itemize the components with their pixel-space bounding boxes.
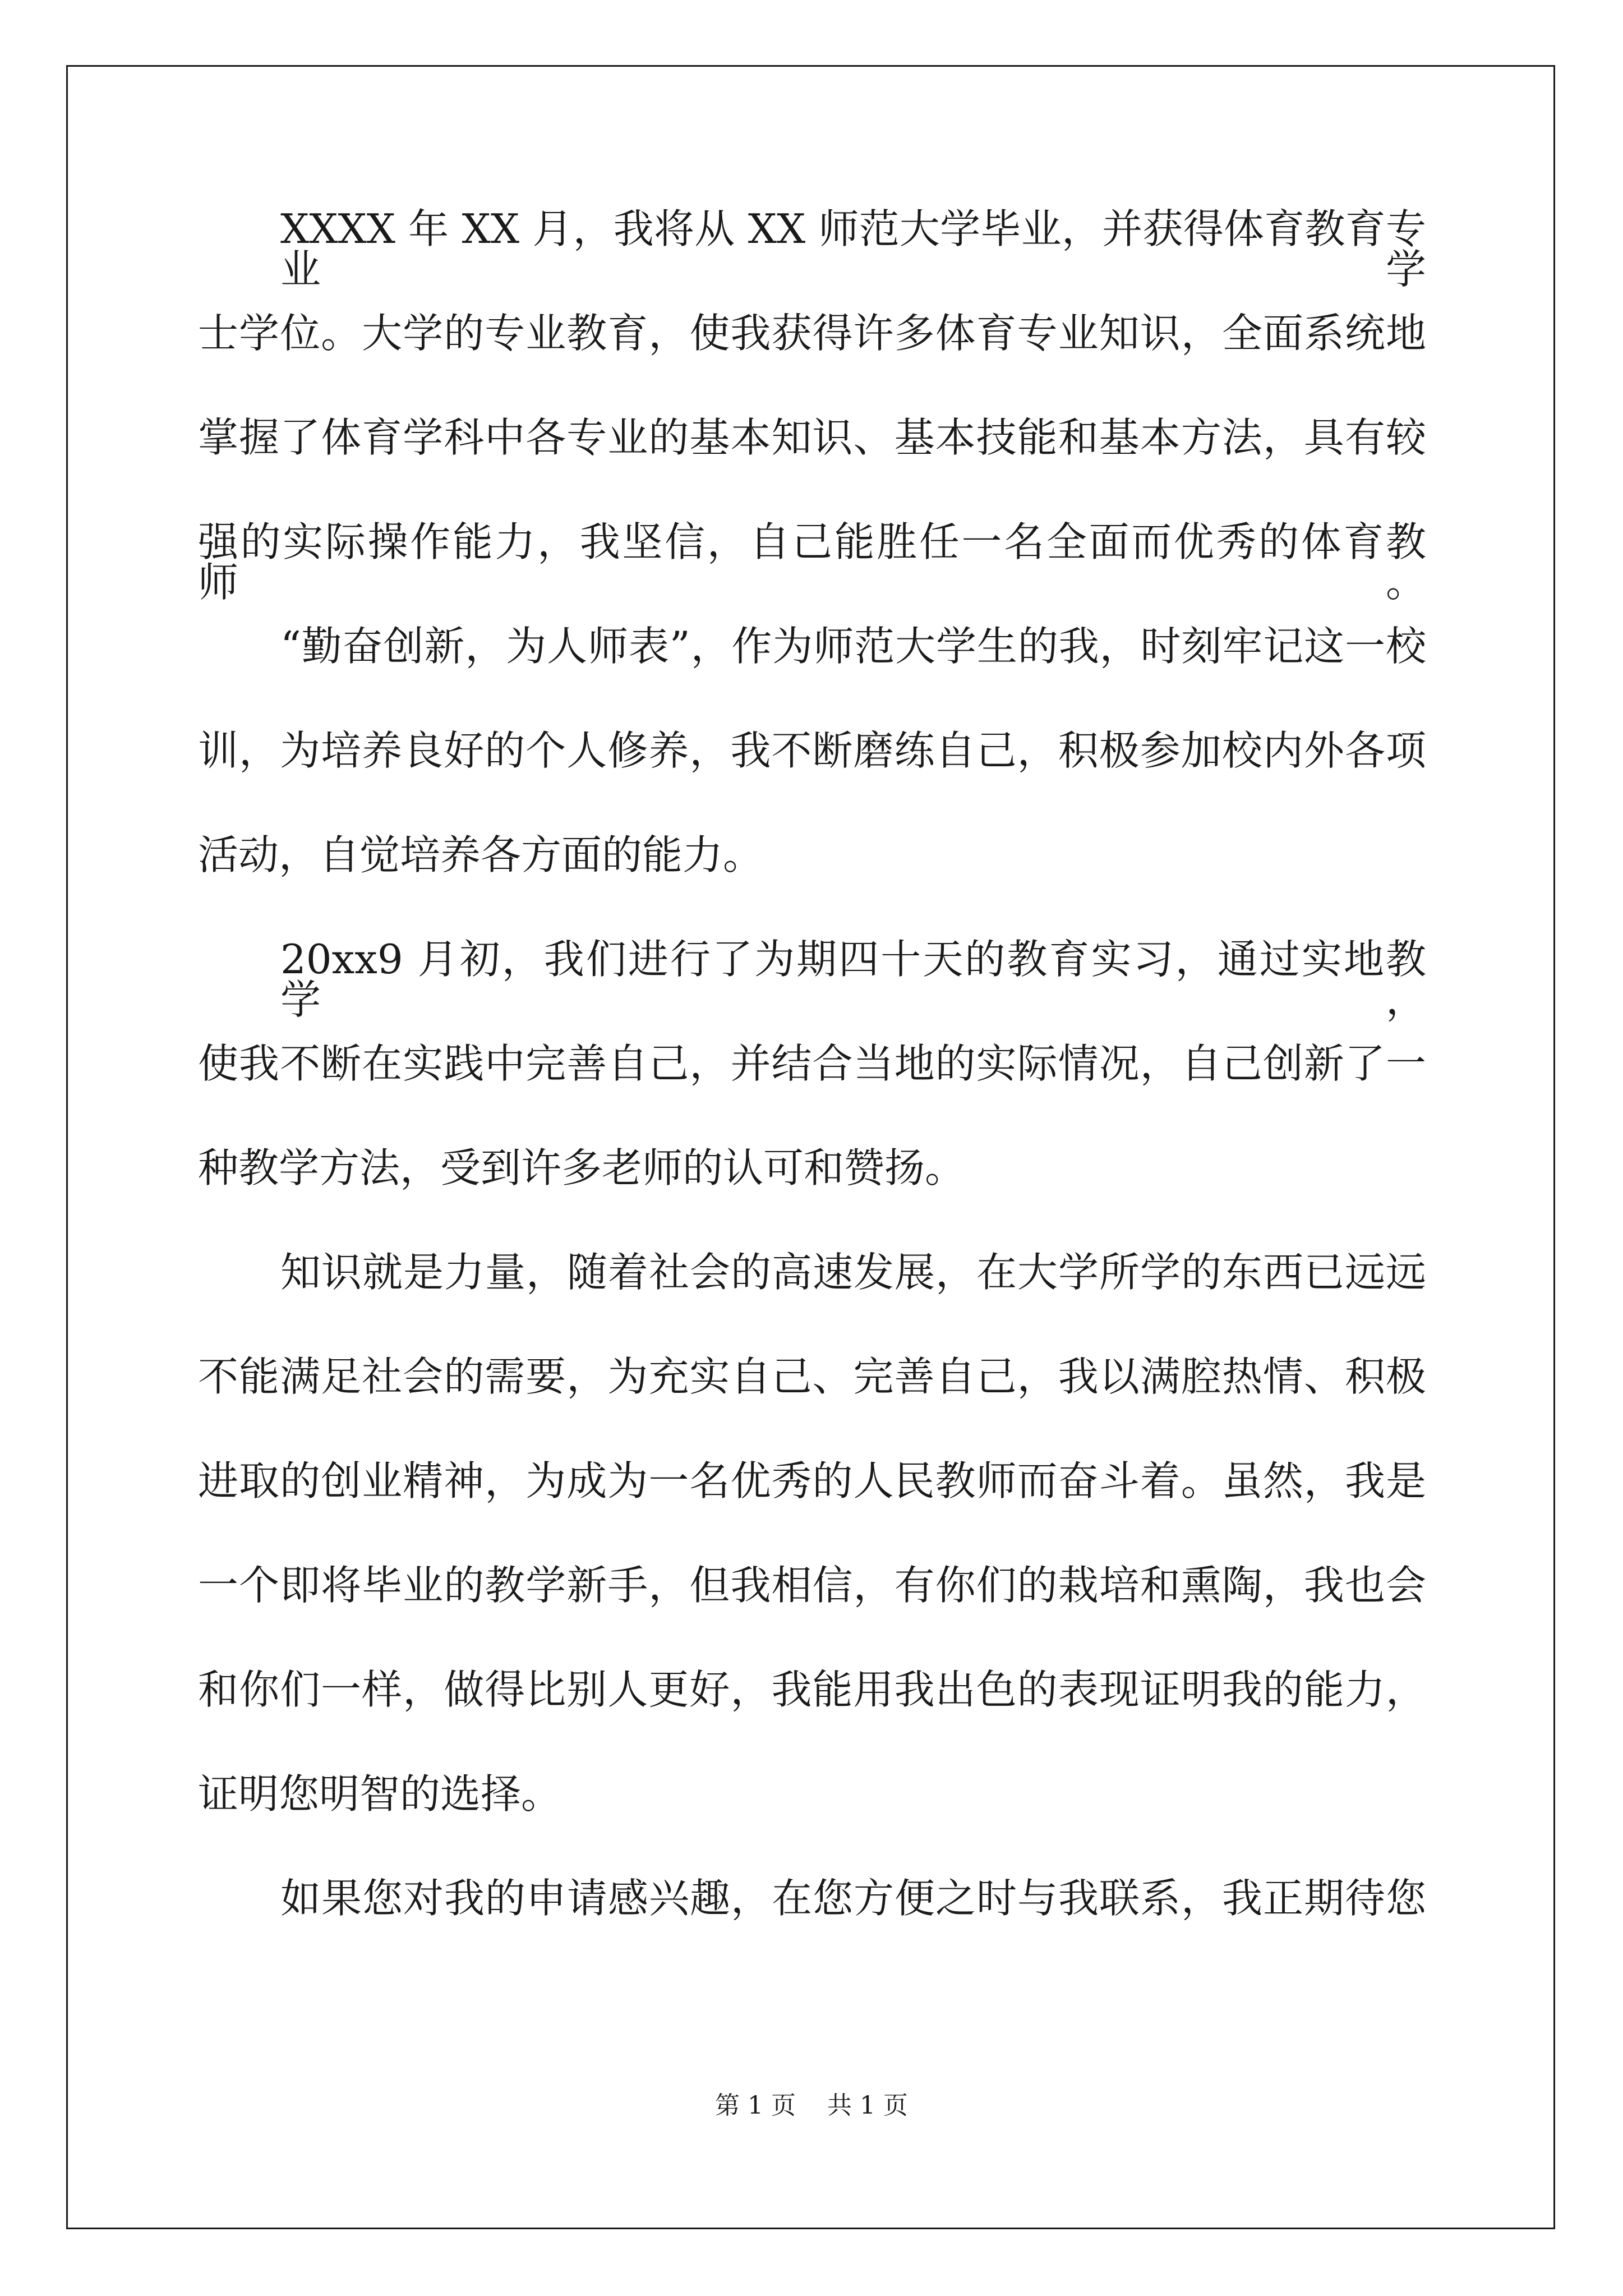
paragraph-1-line-2: 士学位。大学的专业教育，使我获得许多体育专业知识，全面系统地 (198, 310, 1426, 357)
document-body (198, 205, 1426, 1982)
paragraph-1-line-4: 强的实际操作能力，我坚信，自己能胜任一名全面而优秀的体育教师。 (198, 518, 1426, 606)
paragraph-1-line-3: 掌握了体育学科中各专业的基本知识、基本技能和基本方法，具有较 (198, 414, 1426, 461)
paragraph-5-line-1: 如果您对我的申请感兴趣，在您方便之时与我联系，我正期待您 (280, 1875, 1426, 1922)
paragraph-2-line-1: “勤奋创新，为人师表”，作为师范大学生的我，时刻牢记这一校 (280, 623, 1426, 670)
paragraph-3-line-3: 种教学方法，受到许多老师的认可和赞扬。 (198, 1144, 966, 1191)
paragraph-4-line-4: 一个即将毕业的教学新手，但我相信，有你们的栽培和熏陶，我也会 (198, 1562, 1426, 1609)
paragraph-4-line-2: 不能满足社会的需要，为充实自己、完善自己，我以满腔热情、积极 (198, 1353, 1426, 1400)
paragraph-4-line-1: 知识就是力量，随着社会的高速发展，在大学所学的东西已远远 (280, 1249, 1426, 1296)
paragraph-4-line-5: 和你们一样，做得比别人更好，我能用我出色的表现证明我的能力， (198, 1666, 1426, 1713)
paragraph-2-line-3: 活动，自觉培养各方面的能力。 (198, 831, 764, 878)
paragraph-2-line-2: 训，为培养良好的个人修养，我不断磨练自己，积极参加校内外各项 (198, 727, 1426, 774)
paragraph-4-line-3: 进取的创业精神，为成为一名优秀的人民教师而奋斗着。虽然，我是 (198, 1457, 1426, 1504)
paragraph-1-line-1: XXXX 年 XX 月，我将从 XX 师范大学毕业，并获得体育教育专业学 (280, 205, 1426, 293)
paragraph-4-line-6: 证明您明智的选择。 (198, 1770, 562, 1818)
paragraph-3-line-1: 20xx9 月初，我们进行了为期四十天的教育实习，通过实地教学， (280, 936, 1426, 1023)
page-number-footer: 第 1 页 共 1 页 (715, 2091, 908, 2120)
paragraph-3-line-2: 使我不断在实践中完善自己，并结合当地的实际情况，自己创新了一 (198, 1040, 1426, 1087)
